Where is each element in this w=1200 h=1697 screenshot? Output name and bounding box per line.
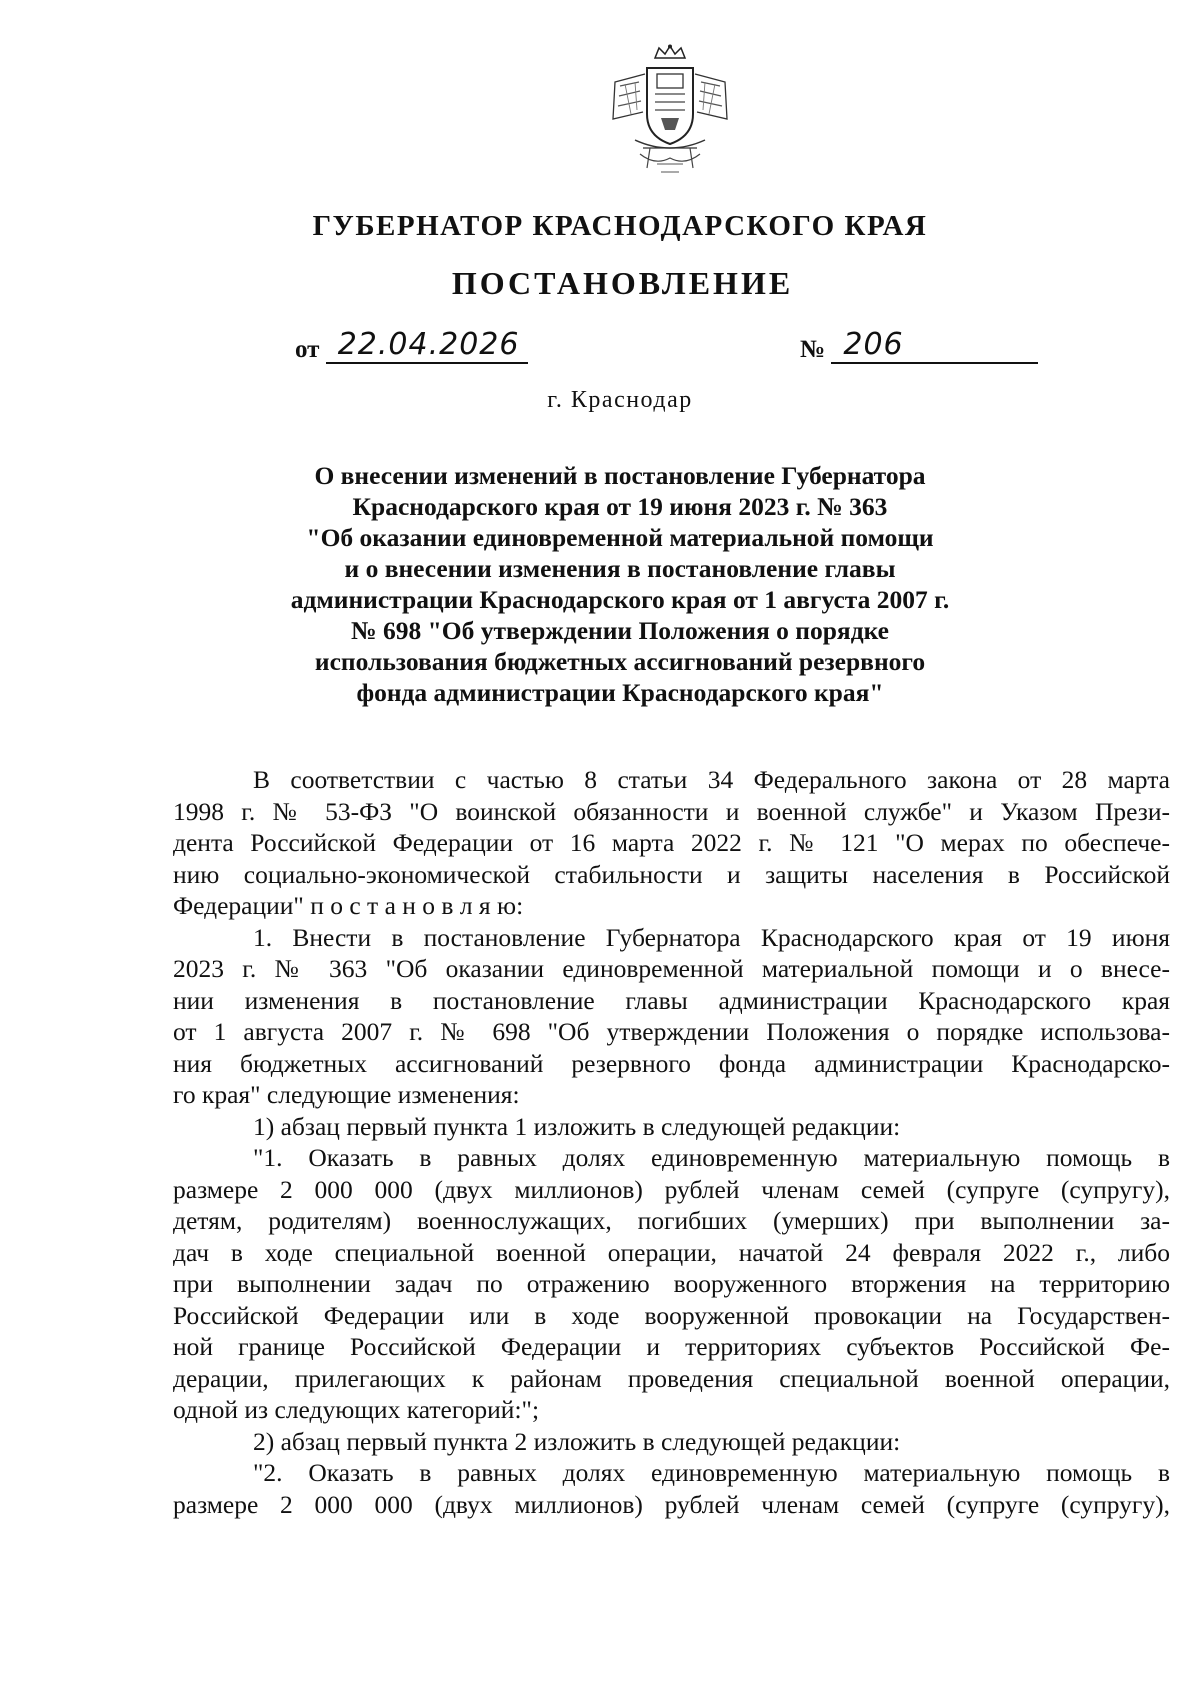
number-row [800, 327, 1038, 364]
body-line: 1) абзац первый пункта 1 изложить в следующей редакции: [253, 1111, 901, 1141]
title-line: и о внесении изменения в постановление главы [344, 554, 896, 583]
date-value: 22.04.2026 [337, 327, 520, 362]
body-line: ния бюджетных ассигнований резервного фонда администрации Краснодарско- [173, 1048, 1170, 1078]
title-line: № 698 "Об утверждении Положения о порядке [351, 616, 889, 645]
body-line: 1. Внести в постановление Губернатора Краснодарского края от 19 июня [253, 922, 1170, 952]
body-line: от 1 августа 2007 г. № 698 "Об утверждении Положения о порядке использова- [173, 1017, 1170, 1046]
issuing-authority: ГУБЕРНАТОР КРАСНОДАРСКОГО КРАЯ [312, 210, 928, 242]
body-line: дента Российской Федерации от 16 марта 2022 г. № 121 "О мерах по обеспече- [173, 828, 1170, 857]
document-body [173, 764, 1170, 1520]
body-line: Федерации" п о с т а н о в л я ю: [173, 891, 524, 920]
document-title [250, 460, 990, 708]
body-line: "2. Оказать в равных долях единовременную материальную помощь в [253, 1458, 1170, 1487]
body-line: детям, родителям) военнослужащих, погибших (умерших) при выполнении за- [173, 1206, 1170, 1235]
body-line: нии изменения в постановление главы администрации Краснодарского края [173, 985, 1170, 1015]
body-line: дерации, прилегающих к районам проведения специальной военной операции, [173, 1363, 1170, 1393]
title-line: Краснодарского края от 19 июня 2023 г. № 363 [352, 492, 888, 521]
number-field [831, 327, 1038, 364]
body-line: "1. Оказать в равных долях единовременную материальную помощь в [253, 1143, 1170, 1172]
body-line: 2) абзац первый пункта 2 изложить в следующей редакции: [253, 1426, 901, 1456]
title-line: "Об оказании единовременной материальной помощи [306, 523, 934, 552]
coat-of-arms-emblem [595, 44, 745, 179]
body-line: размере 2 000 000 (двух миллионов) рублей членам семей (супруге (супругу), [173, 1489, 1170, 1519]
title-line: администрации Краснодарского края от 1 августа 2007 г. [290, 585, 950, 614]
body-line: при выполнении задач по отражению вооруженного вторжения на территорию [173, 1269, 1170, 1298]
date-field [326, 327, 528, 364]
city: г. Краснодар [547, 387, 693, 413]
body-line: 2023 г. № 363 "Об оказании единовременной материальной помощи и о внесе- [173, 954, 1170, 983]
body-line: одной из следующих категорий:"; [173, 1395, 540, 1424]
body-line: Российской Федерации или в ходе вооруженной провокации на Государствен- [173, 1300, 1170, 1330]
title-line: О внесении изменений в постановление Губернатора [314, 461, 926, 490]
body-line: 1998 г. № 53-ФЗ "О воинской обязанности и военной службе" и Указом Прези- [173, 796, 1170, 826]
title-line: фонда администрации Краснодарского края" [356, 678, 884, 707]
title-line: использования бюджетных ассигнований резервного [314, 647, 926, 676]
number-value: 206 [843, 327, 904, 362]
body-line: нию социально-экономической стабильности и защиты населения в Российской [173, 859, 1170, 889]
body-line: размере 2 000 000 (двух миллионов) рублей членам семей (супруге (супругу), [173, 1174, 1170, 1204]
number-label: № [800, 336, 826, 363]
body-line: го края" следующие изменения: [173, 1080, 520, 1109]
body-line: дач в ходе специальной военной операции, начатой 24 февраля 2022 г., либо [173, 1237, 1170, 1267]
date-label: от [295, 336, 320, 363]
date-row [295, 327, 528, 364]
body-line: В соответствии с частью 8 статьи 34 Федерального закона от 28 марта [253, 765, 1170, 794]
body-line: ной границе Российской Федерации и территориях субъектов Российской Фе- [173, 1332, 1170, 1361]
document-type: ПОСТАНОВЛЕНИЕ [451, 265, 794, 301]
